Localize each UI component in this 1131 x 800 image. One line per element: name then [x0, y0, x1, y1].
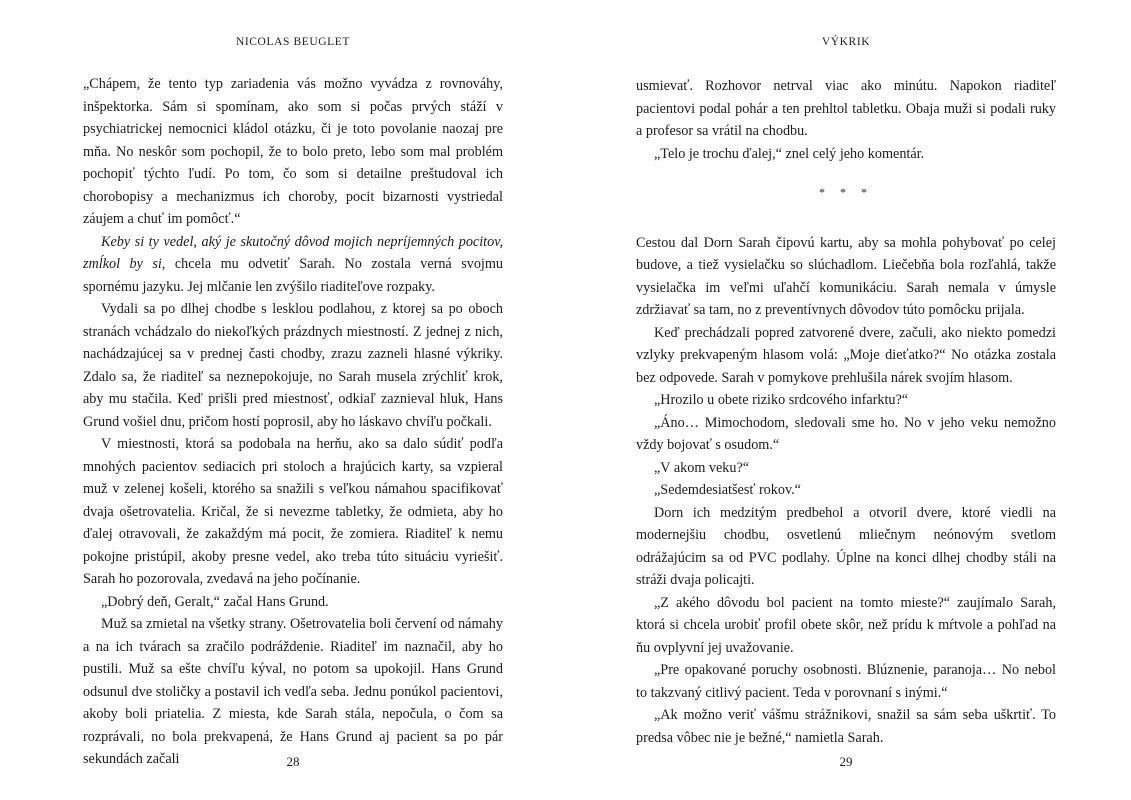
right-page	[636, 0, 1056, 800]
paragraph: „Dobrý deň, Geralt,“ začal Hans Grund.	[101, 593, 329, 610]
paragraph: Muž sa zmietal na všetky strany. Ošetrovatelia boli červení od námahy a na ich tvárach sa zračilo podráždenie. Riaditeľ im naznačil, aby ho pustili. Muž sa ešte chvíľu kýval, no potom sa upokojil. Hans Grund odsunul dve stoličky a postavil ich vedľa seba. Jednu ponúkol pacientovi, akoby boli priatelia. Z miesta, kde Sarah stála, nepočula, o čom sa rozprávali, no bola prekvapená, že Hans Grund aj pacient sa po pár sekundách začali	[83, 616, 503, 767]
running-head-author: NICOLAS BEUGLET	[235, 36, 351, 48]
right-page-body	[636, 75, 1056, 749]
italic-thought: Keby si ty vedel, aký je skutočný dôvod mojich nepríjemných pocitov, zmĺkol by si	[83, 233, 503, 272]
page-number: 28	[286, 754, 300, 769]
paragraph: „Hrozilo u obete riziko srdcového infarktu?“	[654, 392, 909, 408]
paragraph: „Ak možno veriť vášmu strážnikovi, snažil sa sám seba uškrtiť. To predsa vôbec nie je bežné,“ namietla Sarah.	[636, 707, 1056, 746]
paragraph: Vydali sa po dlhej chodbe s lesklou podlahou, z ktorej sa po oboch stranách vchádzalo do niekoľkých prázdnych miestností. Z jednej z nich, nachádzajúcej sa v prednej časti chodby, zrazu zazneli hlasné výkriky. Zdalo sa, že riaditeľ sa neznepokojuje, no Sarah musela zrýchliť krok, aby mu stačila. Keď prišli pred miestnosť, odkiaľ zaznieval hluk, Hans Grund vošiel dnu, pričom hostí poprosil, aby ho láskavo chvíľu počkali.	[83, 301, 503, 430]
paragraph: Keď prechádzali popred zatvorené dvere, začuli, ako niekto pomedzi vzlyky prekvapeným hlasom volá: „Moje dieťatko?“ No otázka zostala bez odpovede. Sarah v pomykove prehlušila nárek svojím hlasom.	[636, 324, 1056, 386]
scene-break: * * *	[819, 185, 873, 199]
paragraph: usmievať. Rozhovor netrval viac ako minútu. Napokon riaditeľ pacientovi podal pohár a ten prehltol tabletku. Obaja muži si podali ruky a profesor sa vrátil na chodbu.	[636, 78, 1056, 139]
paragraph: „Z akého dôvodu bol pacient na tomto mieste?“ zaujímalo Sarah, ktorá si chcela urobiť profil obete skôr, než prídu k mŕtvole a pohľad na ňu ovplyvní jej uvažovanie.	[636, 594, 1056, 656]
paragraph: „V akom veku?“	[654, 459, 750, 476]
paragraph: Dorn ich medzitým predbehol a otvoril dvere, ktoré viedli na modernejšiu chodbu, osvetlenú mliečnym neónovým svetlom odrážajúcim sa od PVC podlahy. Úplne na konci dlhej chodby stáli na stráži dvaja policajti.	[636, 504, 1056, 588]
paragraph: „Telo je trochu ďalej,“ znel celý jeho komentár.	[654, 145, 925, 162]
paragraph: „Chápem, že tento typ zariadenia vás možno vyvádza z rovnováhy, inšpektorka. Sám si spomínam, ako som si počas prvých stáží v psychiatrickej nemocnici kládol otázku, či je toto povolanie naozaj pre mňa. No neskôr som pochopil, že to bolo preto, lebo som mal problém pochopiť týchto ľudí. Po tom, čo som si detailne preštudoval ich chorobopisy a mechanizmus ich choroby, pocit bizarnosti vystriedal záujem a chuť im pomôcť.“	[83, 76, 503, 227]
running-head-title: VÝKRIK	[821, 36, 871, 48]
paragraph: „Pre opakované poruchy osobnosti. Blúznenie, paranoja… No nebol to takzvaný citlivý pacient. Teda v porovnaní s inými.“	[636, 662, 1056, 701]
paragraph: „Sedemdesiatšesť rokov.“	[654, 482, 801, 498]
page-number: 29	[839, 754, 853, 769]
left-page	[83, 0, 503, 800]
paragraph-continuation: , chcela mu odvetiť Sarah. No zostala verná svojmu spornému jazyku. Jej mlčanie len zvýšilo riaditeľove rozpaky.	[83, 256, 503, 295]
left-page-body	[83, 73, 503, 771]
paragraph: Cestou dal Dorn Sarah čipovú kartu, aby sa mohla pohybovať po celej budove, a tiež vysielačku so slúchadlom. Liečebňa bola rozľahlá, takže vysielačka im veľmi uľahčí komunikáciu. Sarah nemala v úmysle zdržiavať sa tam, no z preventívnych dôvodov túto pomôcku prijala.	[636, 234, 1056, 318]
paragraph: V miestnosti, ktorá sa podobala na herňu, ako sa dalo súdiť podľa mnohých pacientov sediacich pri stoloch a hrajúcich karty, sa vzpieral muž v zelenej košeli, ktorého sa snažili s veľkou námahou spacifikovať dvaja ošetrovatelia. Kričal, že si nevezme tabletky, že odmieta, aby ho ďalej otravovali, že zakaždým má pocit, že zomiera. Riaditeľ k nemu pokojne pristúpil, akoby presne vedel, ako treba túto situáciu vyriešiť. Sarah ho pozorovala, zvedavá na jeho počínanie.	[83, 436, 503, 587]
paragraph: „Áno… Mimochodom, sledovali sme ho. No v jeho veku nemožno vždy bojovať s osudom.“	[636, 414, 1056, 453]
paragraph	[83, 231, 503, 299]
